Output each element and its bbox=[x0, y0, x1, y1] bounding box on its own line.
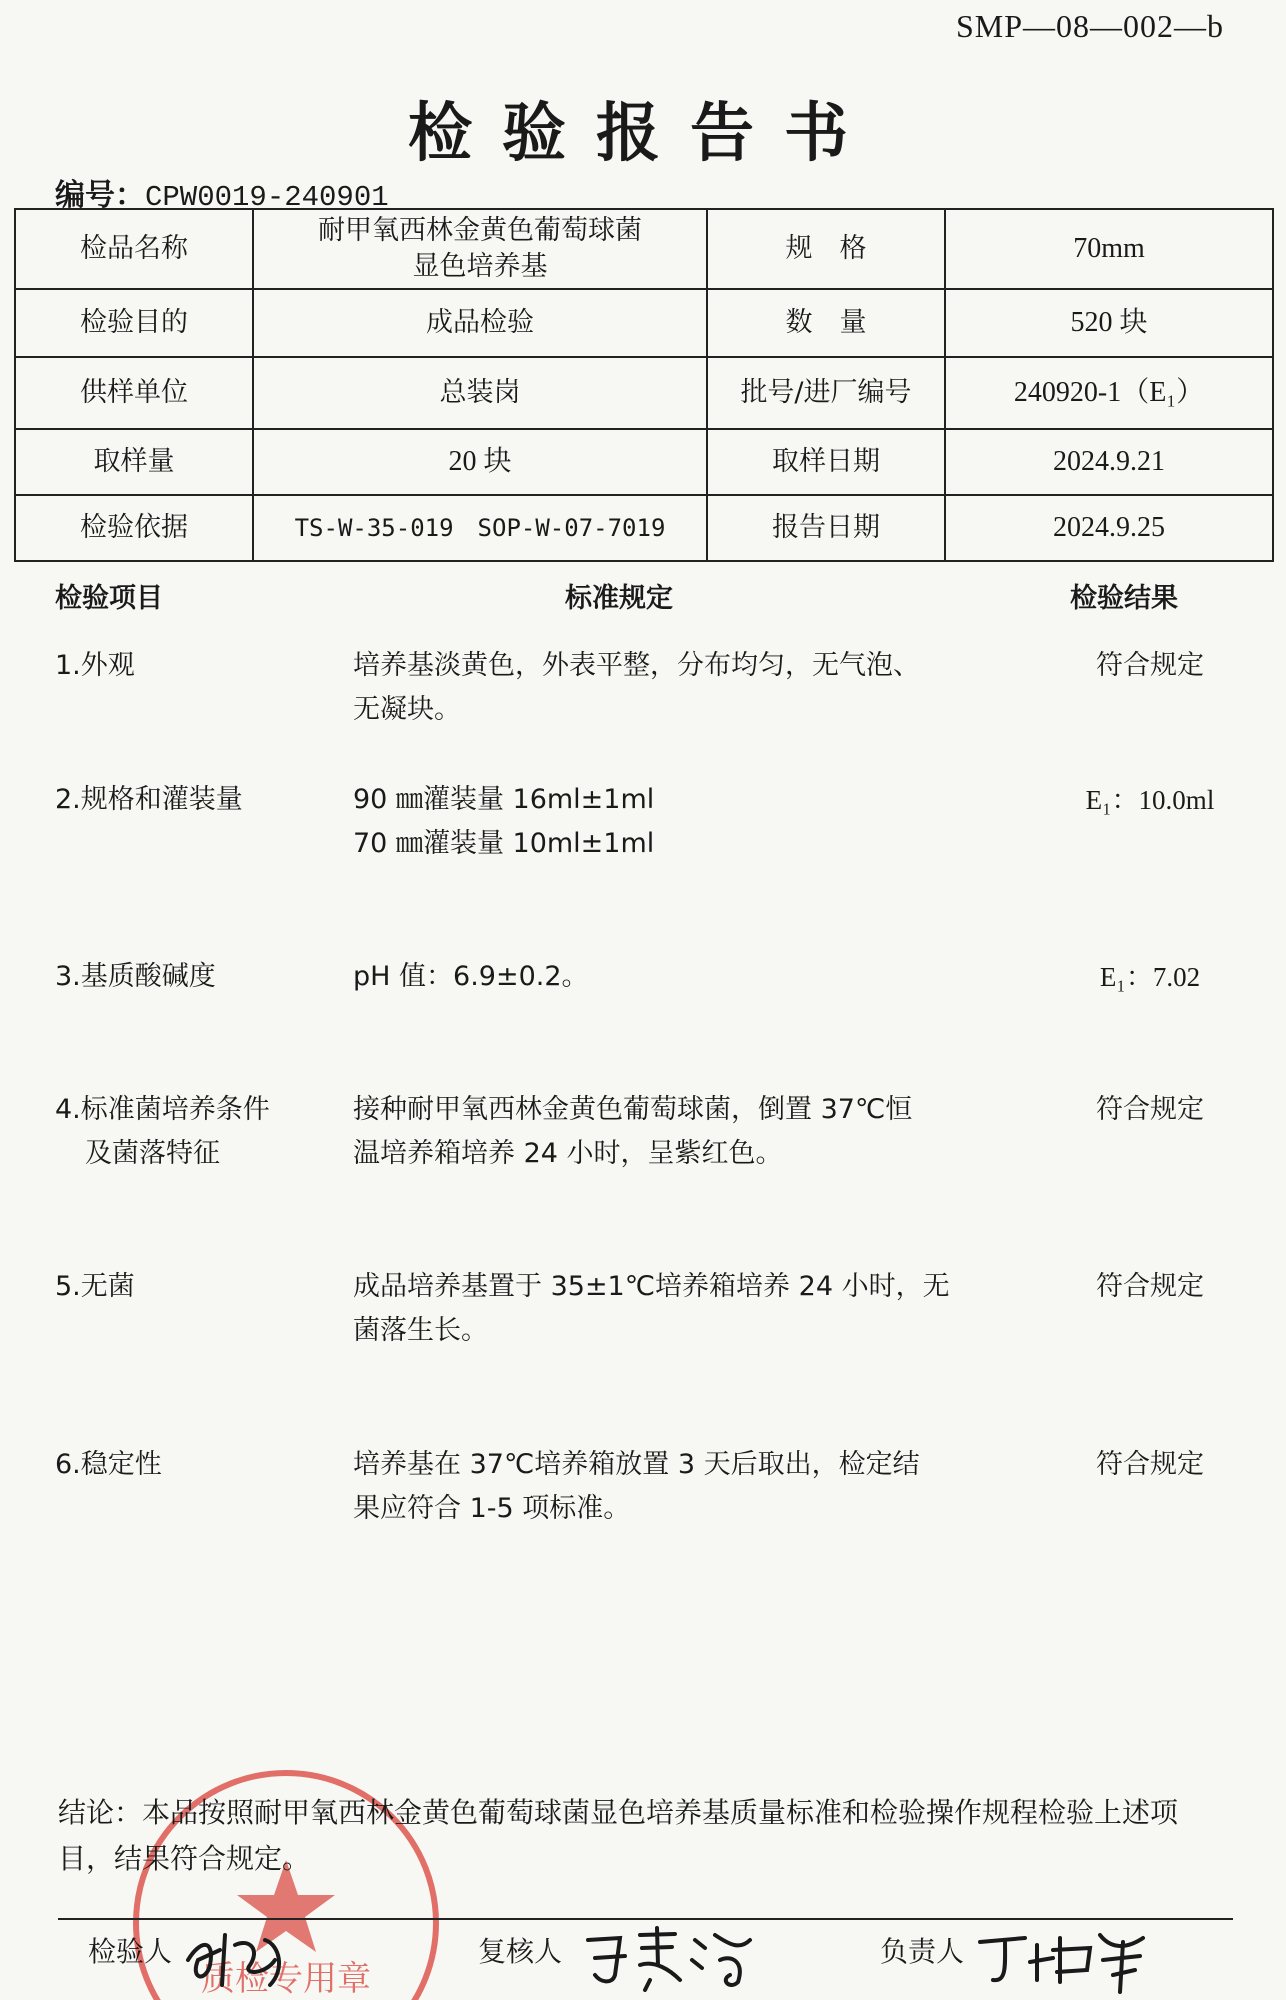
item-result: 符合规定 bbox=[1096, 650, 1204, 681]
item-result: 符合规定 bbox=[1096, 1094, 1204, 1125]
item-standard-line: 90 ㎜灌装量 16ml±1ml bbox=[353, 784, 655, 815]
report-date-value: 2024.9.25 bbox=[945, 495, 1273, 561]
table-row bbox=[15, 289, 1273, 357]
conclusion-line: 结论：本品按照耐甲氧西林金黄色葡萄球菌显色培养基质量标准和检验操作规程检验上述项 bbox=[58, 1796, 1179, 1829]
spec-value: 70mm bbox=[945, 209, 1273, 289]
spec-label: 规 格 bbox=[707, 209, 945, 289]
item-name: 2.规格和灌装量 bbox=[55, 784, 243, 815]
basis-label: 检验依据 bbox=[15, 495, 253, 561]
item-name-line: 及菌落特征 bbox=[85, 1138, 220, 1169]
table-row bbox=[15, 495, 1273, 561]
supplier-label: 供样单位 bbox=[15, 357, 253, 429]
info-table bbox=[14, 208, 1274, 562]
item-name: 5.无菌 bbox=[55, 1271, 135, 1302]
item-standard-line: 培养基淡黄色，外表平整，分布均匀，无气泡、 bbox=[353, 650, 920, 681]
inspector-signature bbox=[180, 1920, 300, 1995]
sample-date-label: 取样日期 bbox=[707, 429, 945, 495]
item-result: E₁：10.0ml bbox=[1085, 785, 1215, 815]
item-standard-line: pH 值：6.9±0.2。 bbox=[353, 961, 589, 992]
conclusion bbox=[58, 1790, 1243, 1882]
table-row bbox=[15, 357, 1273, 429]
item-name: 3.基质酸碱度 bbox=[55, 961, 216, 992]
product-name-line2: 显色培养基 bbox=[412, 251, 548, 282]
page-title: 检验报告书 bbox=[408, 97, 878, 171]
sample-date-value: 2024.9.21 bbox=[945, 429, 1273, 495]
quantity-label: 数 量 bbox=[707, 289, 945, 357]
item-standard bbox=[353, 955, 993, 999]
product-name-label: 检品名称 bbox=[15, 209, 253, 289]
item-name bbox=[55, 1088, 345, 1176]
product-name-value bbox=[253, 209, 707, 289]
responsible-signature bbox=[975, 1920, 1155, 1995]
item-standard bbox=[353, 644, 993, 732]
item-standard-line: 培养基在 37℃培养箱放置 3 天后取出，检定结 bbox=[353, 1449, 920, 1480]
item-standard bbox=[353, 778, 993, 866]
item-result: 符合规定 bbox=[1096, 1449, 1204, 1480]
batch-label: 批号/进厂编号 bbox=[707, 357, 945, 429]
document-code: SMP—08—002—b bbox=[955, 8, 1224, 44]
item-standard-line: 温培养箱培养 24 小时，呈紫红色。 bbox=[353, 1138, 783, 1169]
item-standard-line: 成品培养基置于 35±1℃培养箱培养 24 小时，无 bbox=[353, 1271, 950, 1302]
table-row bbox=[15, 429, 1273, 495]
table-row bbox=[15, 209, 1273, 289]
item-standard-line: 接种耐甲氧西林金黄色葡萄球菌，倒置 37℃恒 bbox=[353, 1094, 913, 1125]
supplier-value: 总装岗 bbox=[253, 357, 707, 429]
item-standard-line: 果应符合 1-5 项标准。 bbox=[353, 1493, 631, 1524]
item-standard-line: 无凝块。 bbox=[353, 694, 461, 725]
purpose-label: 检验目的 bbox=[15, 289, 253, 357]
product-name-line1: 耐甲氧西林金黄色葡萄球菌 bbox=[318, 215, 642, 246]
item-name-line: 4.标准菌培养条件 bbox=[55, 1094, 270, 1125]
conclusion-line: 目，结果符合规定。 bbox=[58, 1842, 311, 1875]
quantity-value: 520 块 bbox=[945, 289, 1273, 357]
serial-label: 编号： bbox=[55, 178, 145, 213]
reviewer-label: 复核人 bbox=[478, 1935, 563, 1968]
basis-value: TS-W-35-019 SOP-W-07-7019 bbox=[253, 495, 707, 561]
inspector-label: 检验人 bbox=[88, 1935, 173, 1968]
item-result: E₁：7.02 bbox=[1099, 962, 1201, 992]
item-standard bbox=[353, 1088, 993, 1176]
item-standard bbox=[353, 1443, 993, 1531]
serial-value: CPW0019-240901 bbox=[145, 181, 389, 214]
column-header-standard: 标准规定 bbox=[565, 583, 673, 614]
sample-qty-value: 20 块 bbox=[253, 429, 707, 495]
item-result: 符合规定 bbox=[1096, 1271, 1204, 1302]
item-standard-line: 70 ㎜灌装量 10ml±1ml bbox=[353, 828, 655, 859]
item-name: 1.外观 bbox=[55, 650, 135, 681]
column-header-result: 检验结果 bbox=[1070, 583, 1178, 614]
seal-text: 质检专用章 bbox=[201, 1959, 371, 1999]
item-name: 6.稳定性 bbox=[55, 1449, 162, 1480]
item-standard bbox=[353, 1265, 993, 1353]
batch-value: 240920-1（E₁） bbox=[945, 357, 1273, 429]
purpose-value: 成品检验 bbox=[253, 289, 707, 357]
responsible-label: 负责人 bbox=[880, 1935, 965, 1968]
item-standard-line: 菌落生长。 bbox=[353, 1315, 488, 1346]
report-date-label: 报告日期 bbox=[707, 495, 945, 561]
column-header-item: 检验项目 bbox=[55, 583, 163, 614]
sample-qty-label: 取样量 bbox=[15, 429, 253, 495]
reviewer-signature bbox=[580, 1920, 760, 1995]
